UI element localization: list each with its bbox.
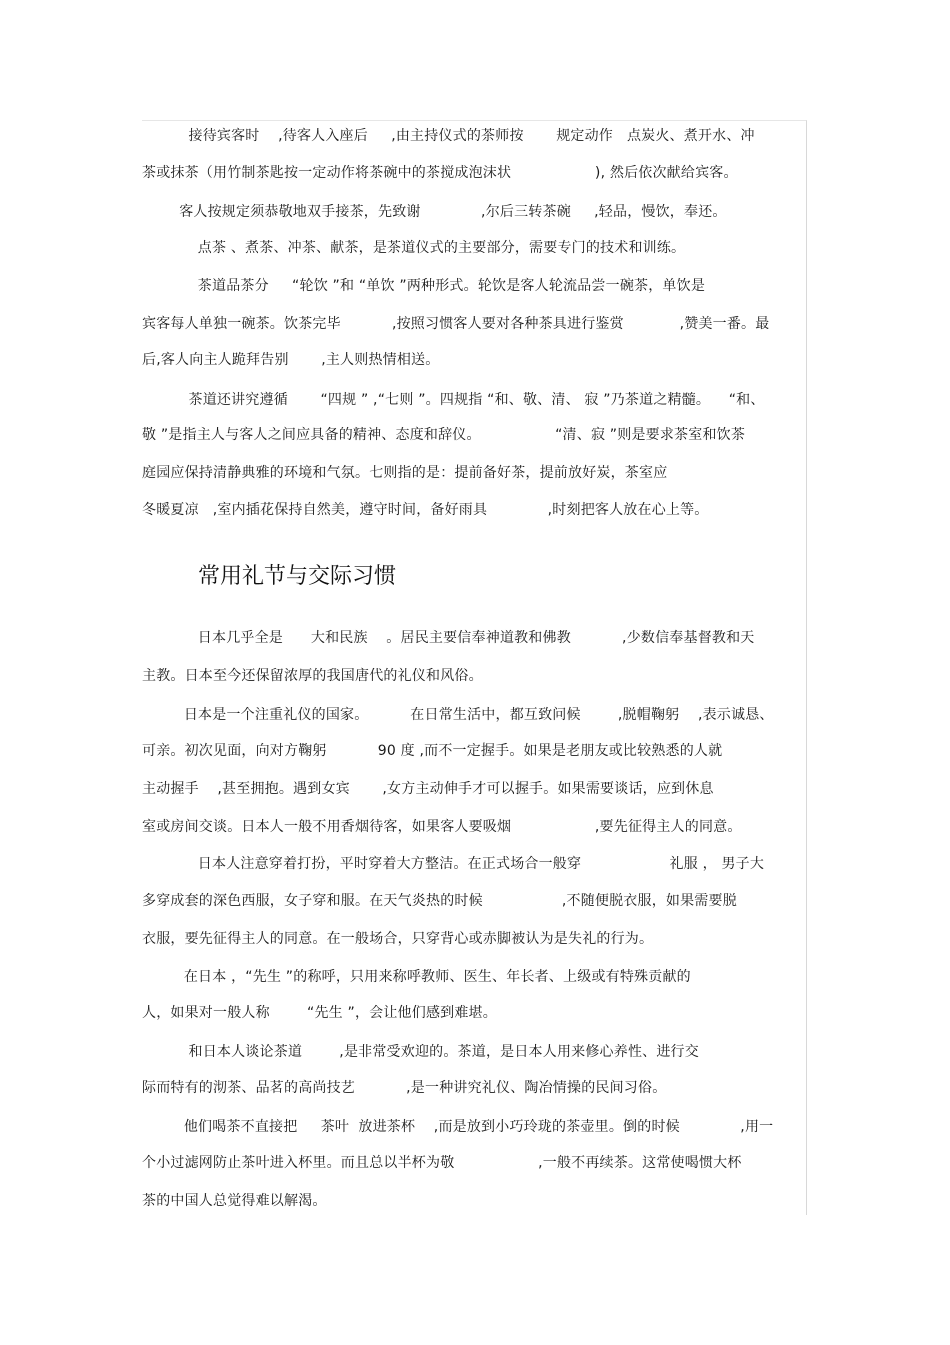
- text-line: 茶道品茶分 “轮饮 ”和 “单饮 ”两种形式。轮饮是客人轮流品尝一碗茶，单饮是: [142, 278, 706, 294]
- text-line: 际而特有的沏茶、品茗的高尚技艺 ,是一种讲究礼仪、陶冶情操的民间习俗。: [142, 1080, 667, 1096]
- text-line: 宾客每人单独一碗茶。饮茶完毕 ,按照习惯客人要对各种茶具进行鉴赏 ,赞美一番。最: [142, 316, 770, 332]
- text-line: 点茶 、煮茶、冲茶、献茶，是茶道仪式的主要部分，需要专门的技术和训练。: [142, 240, 686, 256]
- document-page: [142, 120, 807, 1215]
- text-line: 茶或抹茶（用竹制茶匙按一定动作将茶碗中的茶搅成泡沫状 ), 然后依次献给宾客。: [142, 165, 738, 181]
- text-line: 在日本 ，“先生 ”的称呼，只用来称呼教师、医生、年长者、上级或有特殊贡献的: [142, 969, 691, 985]
- text-line: 冬暖夏凉 ,室内插花保持自然美，遵守时间，备好雨具 ,时刻把客人放在心上等。: [142, 502, 709, 518]
- text-line: 主动握手 ,甚至拥抱。遇到女宾 ,女方主动伸手才可以握手。如果需要谈话，应到休息: [142, 781, 714, 797]
- text-line: 可亲。初次见面，向对方鞠躬 90 度 ,而不一定握手。如果是老朋友或比较熟悉的人就: [142, 743, 723, 759]
- text-line: 个小过滤网防止茶叶进入杯里。而且总以半杯为敬 ,一般不再续茶。这常使喝惯大杯: [142, 1155, 742, 1171]
- text-line: 日本是一个注重礼仪的国家。 在日常生活中，都互致问候 ,脱帽鞠躬 ,表示诚恳、: [142, 707, 774, 723]
- text-line: 接待宾客时 ,待客人入座后 ,由主持仪式的茶师按 规定动作 点炭火、煮开水、冲: [142, 128, 755, 144]
- text-line: 茶的中国人总觉得难以解渴。: [142, 1193, 327, 1209]
- text-line: 室或房间交谈。日本人一般不用香烟待客，如果客人要吸烟 ,要先征得主人的同意。: [142, 819, 742, 835]
- text-line: 衣服，要先征得主人的同意。在一般场合，只穿背心或赤脚被认为是失礼的行为。: [142, 931, 654, 947]
- text-line: 和日本人谈论茶道 ,是非常受欢迎的。茶道，是日本人用来修心养性、进行交: [142, 1044, 699, 1060]
- text-line: 日本人注意穿着打扮，平时穿着大方整洁。在正式场合一般穿 礼服 ， 男子大: [142, 856, 765, 872]
- text-line: 他们喝茶不直接把 茶叶 放进茶杯 ,而是放到小巧玲珑的茶壶里。倒的时候 ,用一: [142, 1119, 774, 1135]
- section-heading: 常用礼节与交际习惯: [198, 564, 397, 589]
- text-line: 主教。日本至今还保留浓厚的我国唐代的礼仪和风俗。: [142, 668, 483, 684]
- text-line: 茶道还讲究遵循 “四规 ” ,“七则 ”。四规指 “和、敬、清、 寂 ”乃茶道之精髓。 “和、: [142, 392, 765, 408]
- text-line: 庭园应保持清静典雅的环境和气氛。七则指的是：提前备好茶，提前放好炭，茶室应: [142, 465, 668, 481]
- text-line: 客人按规定须恭敬地双手接茶，先致谢 ,尔后三转茶碗 ,轻品，慢饮，奉还。: [142, 204, 727, 220]
- text-line: 后,客人向主人跪拜告别 ,主人则热情相送。: [142, 352, 440, 368]
- text-line: 日本几乎全是 大和民族 。居民主要信奉神道教和佛教 ,少数信奉基督教和天: [142, 630, 755, 646]
- text-line: 多穿成套的深色西服，女子穿和服。在天气炎热的时候 ,不随便脱衣服，如果需要脱: [142, 893, 737, 909]
- text-line: 敬 ”是指主人与客人之间应具备的精神、态度和辞仪。 “清、寂 ”则是要求茶室和饮茶: [142, 427, 746, 443]
- text-line: 人，如果对一般人称 “先生 ”，会让他们感到难堪。: [142, 1005, 497, 1021]
